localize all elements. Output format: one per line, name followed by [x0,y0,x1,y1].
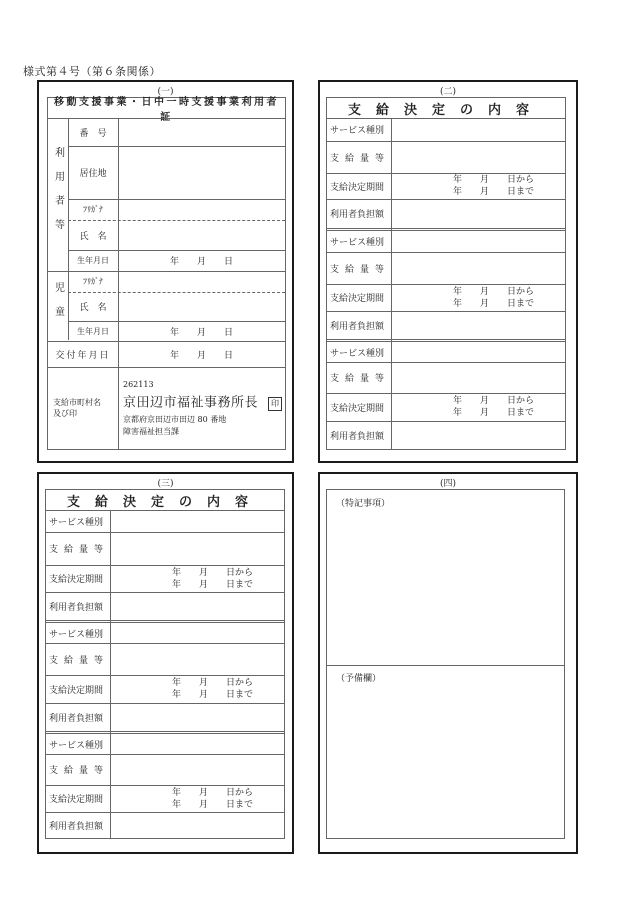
period-field[interactable]: 年 月 日から 年 月 日まで [453,286,535,309]
panel-number: (一) [157,87,174,97]
copay-field[interactable] [110,703,284,731]
furigana-field[interactable] [118,199,285,220]
address-field[interactable] [118,146,285,199]
service-type-label: サービス種別 [330,238,385,248]
section-title: 支給決定の内容 [66,494,263,510]
period-field[interactable]: 年 月 日から 年 月 日まで [453,396,535,418]
period-label: 支給決定期間 [49,795,104,805]
copay-label: 利用者負担額 [49,602,104,613]
amount-field[interactable] [391,252,565,284]
child-name-field[interactable] [118,292,285,321]
birthdate-label: 生年月日 [77,256,109,265]
issuer-label: 支給市町村名 及び印 [53,398,101,418]
office-address: 京都府京田辺市田辺 80 番地 [123,415,227,424]
copay-label: 利用者負担額 [49,821,104,832]
child-furigana-field[interactable] [118,271,285,292]
service-type-label: サービス種別 [49,629,104,640]
number-label: 番 号 [79,128,107,139]
child-furigana-label: ﾌﾘｶﾞﾅ [83,277,103,286]
notes-table [326,489,565,839]
office-name: 京田辺市福祉事務所長 [123,395,259,411]
service-type-field[interactable] [391,118,565,141]
name-label: 氏 名 [79,231,107,242]
amount-field[interactable] [110,532,284,565]
number-field[interactable] [118,118,285,146]
furigana-label: ﾌﾘｶﾞﾅ [83,205,103,214]
issuer-block [118,367,285,449]
amount-field[interactable] [391,141,565,173]
benefit-table-2 [326,97,566,450]
form-title: 様式第４号（第６条関係） [23,65,161,78]
service-type-field[interactable] [110,623,284,643]
copay-label: 利用者負担額 [330,210,385,220]
child-name-label: 氏 名 [79,303,107,313]
copay-label: 利用者負担額 [49,713,104,724]
issue-date-label: 交付年月日 [55,350,111,361]
amount-label: 支給量等 [49,766,110,776]
user-group-label: 利用者等 [52,146,64,243]
period-field[interactable]: 年 月 日から 年 月 日まで [453,175,535,197]
panel-number: (二) [439,87,457,97]
service-type-field[interactable] [391,342,565,362]
benefit-table-3 [45,489,285,839]
card-title: 移動支援事業・日中一時支援事業利用者証 [54,97,279,123]
issue-date-field[interactable]: 年 月 日 [169,350,233,361]
municipality-code: 262113 [123,380,154,389]
period-label: 支給決定期間 [330,182,385,193]
copay-field[interactable] [110,812,284,838]
amount-label: 支給量等 [330,374,391,384]
name-field[interactable] [118,220,285,250]
birthdate-field[interactable]: 年 月 日 [169,257,233,267]
reserve-area[interactable] [327,665,564,838]
seal-icon: 印 [268,397,282,411]
period-field[interactable]: 年 月 日から 年 月 日まで [172,567,254,590]
amount-label: 支給量等 [330,153,391,164]
service-type-label: サービス種別 [49,740,104,751]
child-birthdate-label: 生年月日 [77,326,109,336]
panel-number: (四) [439,479,457,489]
panel-number: (三) [157,479,174,489]
special-notes-area[interactable] [327,490,564,665]
service-type-label: サービス種別 [330,348,385,359]
copay-field[interactable] [391,421,565,449]
department-name: 障害福祉担当課 [123,427,179,436]
reserve-label: （予備欄） [336,674,382,684]
service-type-label: サービス種別 [49,517,104,528]
period-label: 支給決定期間 [49,685,104,696]
service-type-label: サービス種別 [330,126,385,136]
service-type-field[interactable] [391,231,565,252]
amount-field[interactable] [110,754,284,785]
service-type-field[interactable] [110,734,284,754]
copay-label: 利用者負担額 [330,321,385,332]
amount-field[interactable] [391,362,565,393]
certificate-table [47,97,286,450]
address-label: 居住地 [79,169,107,179]
section-title: 支給決定の内容 [347,102,544,118]
service-type-field[interactable] [110,510,284,532]
copay-field[interactable] [391,199,565,228]
period-label: 支給決定期間 [49,575,104,585]
amount-label: 支給量等 [49,545,110,555]
period-field[interactable]: 年 月 日から 年 月 日まで [172,678,254,700]
copay-field[interactable] [110,592,284,620]
child-birthdate-field[interactable]: 年 月 日 [169,327,233,338]
period-field[interactable]: 年 月 日から 年 月 日まで [172,787,254,810]
amount-label: 支給量等 [330,264,391,275]
period-label: 支給決定期間 [330,403,385,414]
amount-field[interactable] [110,643,284,675]
child-group-label: 児童 [52,282,64,330]
special-notes-label: （特記事項） [336,499,391,509]
copay-field[interactable] [391,311,565,339]
amount-label: 支給量等 [49,655,110,666]
copay-label: 利用者負担額 [330,431,385,442]
period-label: 支給決定期間 [330,294,385,304]
